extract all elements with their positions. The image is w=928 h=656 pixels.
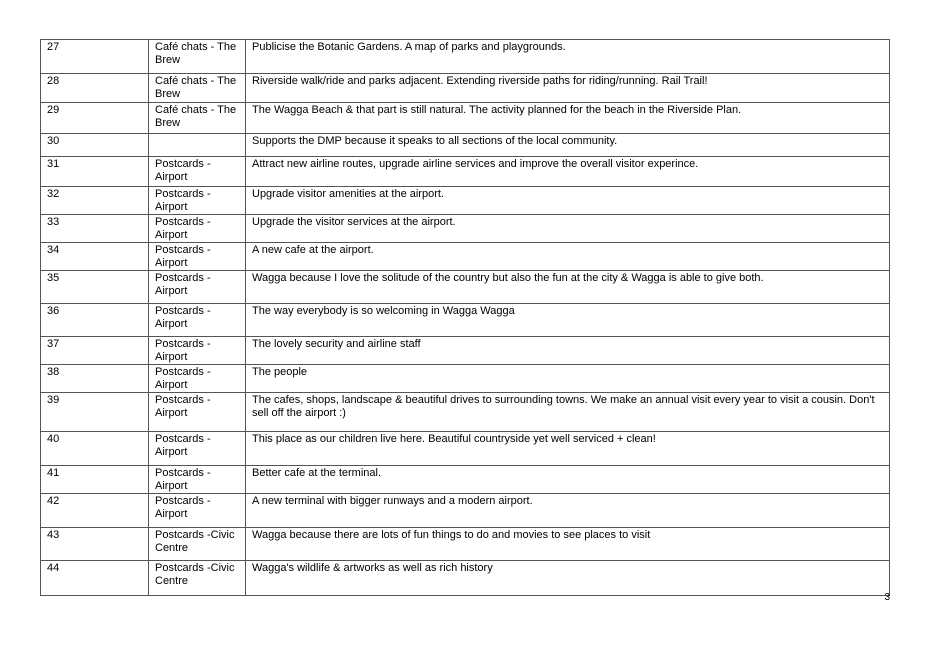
row-source: Postcards - Airport <box>149 271 246 304</box>
row-source: Café chats - The Brew <box>149 74 246 103</box>
row-source: Postcards - Airport <box>149 393 246 432</box>
row-number: 42 <box>41 494 149 528</box>
table-row <box>41 494 890 528</box>
table-row <box>41 365 890 393</box>
row-comment: Upgrade visitor amenities at the airport. <box>246 187 890 215</box>
table-row <box>41 103 890 134</box>
row-comment: Better cafe at the terminal. <box>246 466 890 494</box>
table-row <box>41 40 890 74</box>
table-row <box>41 271 890 304</box>
row-comment: A new terminal with bigger runways and a modern airport. <box>246 494 890 528</box>
row-source: Postcards - Airport <box>149 187 246 215</box>
row-comment: The people <box>246 365 890 393</box>
table-row <box>41 157 890 187</box>
table-row <box>41 74 890 103</box>
row-number: 27 <box>41 40 149 74</box>
row-comment: The way everybody is so welcoming in Wagga Wagga <box>246 304 890 337</box>
row-number: 41 <box>41 466 149 494</box>
row-number: 32 <box>41 187 149 215</box>
row-number: 44 <box>41 561 149 596</box>
table-row <box>41 187 890 215</box>
table-row <box>41 134 890 157</box>
row-source: Postcards - Airport <box>149 337 246 365</box>
row-source <box>149 134 246 157</box>
table-row <box>41 432 890 466</box>
row-number: 36 <box>41 304 149 337</box>
row-source: Postcards - Airport <box>149 304 246 337</box>
row-source: Postcards - Airport <box>149 157 246 187</box>
row-number: 40 <box>41 432 149 466</box>
table-row <box>41 337 890 365</box>
table-row <box>41 466 890 494</box>
row-comment: Attract new airline routes, upgrade airline services and improve the overall visitor experince. <box>246 157 890 187</box>
row-number: 43 <box>41 528 149 561</box>
row-number: 35 <box>41 271 149 304</box>
row-source: Postcards - Airport <box>149 494 246 528</box>
row-comment: The cafes, shops, landscape & beautiful drives to surrounding towns. We make an annual visit every year to visit a cousin. Don't sell off the airport :) <box>246 393 890 432</box>
row-source: Postcards - Airport <box>149 215 246 243</box>
row-comment: Publicise the Botanic Gardens. A map of parks and playgrounds. <box>246 40 890 74</box>
row-number: 34 <box>41 243 149 271</box>
row-source: Postcards - Airport <box>149 466 246 494</box>
row-source: Café chats - The Brew <box>149 103 246 134</box>
table-row <box>41 528 890 561</box>
table-row <box>41 243 890 271</box>
row-source: Postcards -Civic Centre <box>149 561 246 596</box>
table-row <box>41 393 890 432</box>
table-row <box>41 215 890 243</box>
row-comment: Riverside walk/ride and parks adjacent. Extending riverside paths for riding/running. Rail Trail! <box>246 74 890 103</box>
row-number: 37 <box>41 337 149 365</box>
page-number: 3 <box>884 592 890 603</box>
row-comment: Upgrade the visitor services at the airport. <box>246 215 890 243</box>
row-comment: Wagga because there are lots of fun things to do and movies to see places to visit <box>246 528 890 561</box>
row-number: 38 <box>41 365 149 393</box>
row-source: Postcards - Airport <box>149 243 246 271</box>
row-number: 28 <box>41 74 149 103</box>
row-source: Postcards -Civic Centre <box>149 528 246 561</box>
row-number: 31 <box>41 157 149 187</box>
row-comment: The lovely security and airline staff <box>246 337 890 365</box>
row-number: 30 <box>41 134 149 157</box>
row-source: Postcards - Airport <box>149 432 246 466</box>
row-number: 39 <box>41 393 149 432</box>
table-row <box>41 561 890 596</box>
row-comment: Wagga because I love the solitude of the country but also the fun at the city & Wagga is able to give both. <box>246 271 890 304</box>
table-row <box>41 304 890 337</box>
row-comment: This place as our children live here. Beautiful countryside yet well serviced + clean! <box>246 432 890 466</box>
row-source: Café chats - The Brew <box>149 40 246 74</box>
row-number: 33 <box>41 215 149 243</box>
row-source: Postcards - Airport <box>149 365 246 393</box>
row-number: 29 <box>41 103 149 134</box>
row-comment: The Wagga Beach & that part is still natural. The activity planned for the beach in the Riverside Plan. <box>246 103 890 134</box>
row-comment: Wagga's wildlife & artworks as well as rich history <box>246 561 890 596</box>
feedback-table <box>40 39 890 596</box>
row-comment: A new cafe at the airport. <box>246 243 890 271</box>
row-comment: Supports the DMP because it speaks to all sections of the local community. <box>246 134 890 157</box>
